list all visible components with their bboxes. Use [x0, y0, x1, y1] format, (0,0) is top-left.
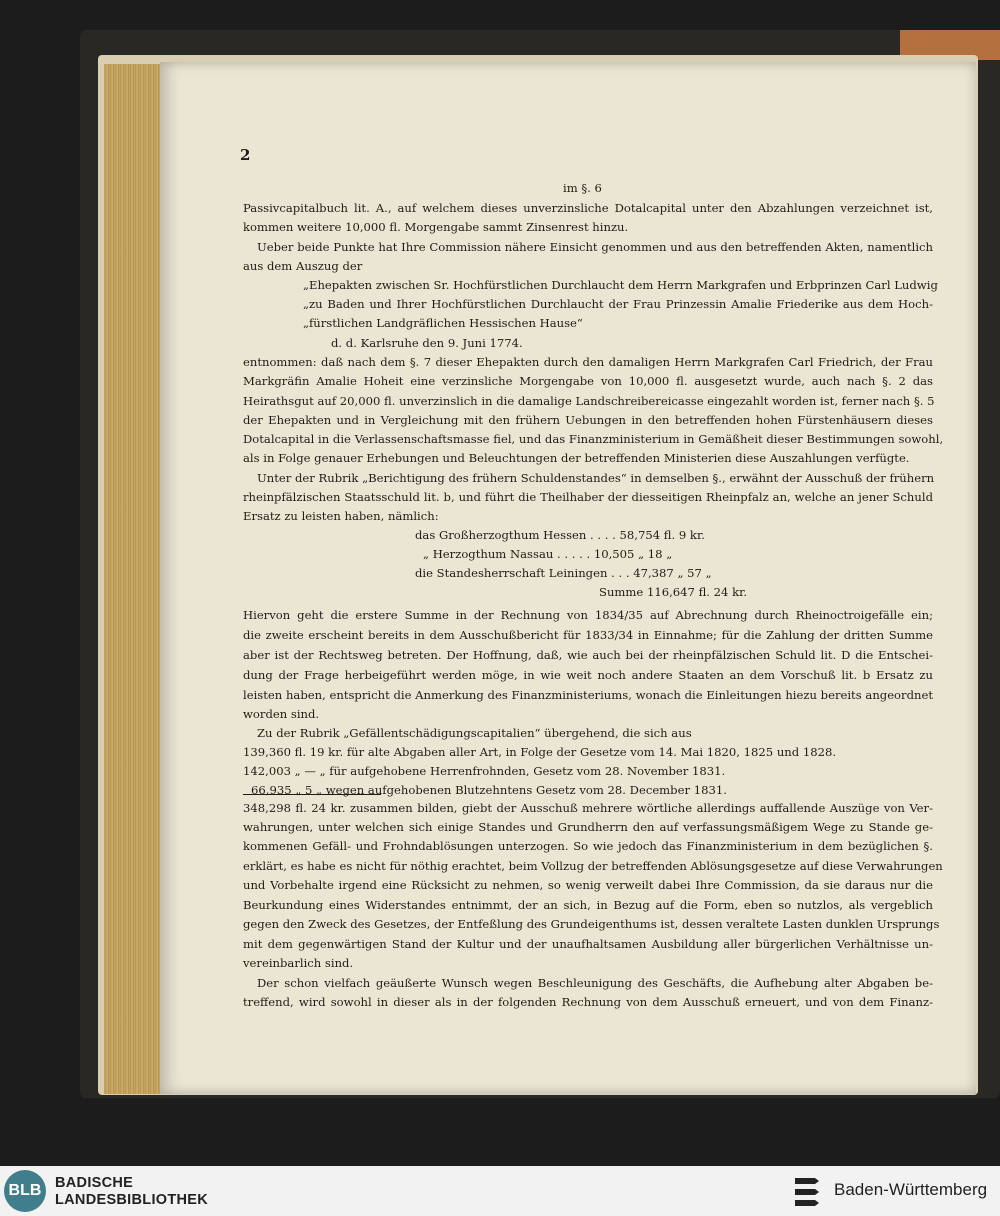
table-row: das Großherzogthum Hessen . . . . 58,754 fl. 9 kr. — [415, 528, 705, 542]
text-line: Heirathsgut auf 20,000 fl. unverzinslich in die damalige Landschreibereicasse eingezahlt worden ist, ferner nach §. 5 — [243, 394, 935, 408]
text-line: die zweite erscheint bereits in dem Ausschußbericht für 1833/34 in Einnahme; für die Zahlung der dritten Summe — [243, 628, 933, 642]
page-number: 2 — [240, 146, 251, 164]
text-line: vereinbarlich sind. — [243, 956, 354, 970]
text-line: d. d. Karlsruhe den 9. Juni 1774. — [331, 336, 523, 350]
text-line: und Vorbehalte irgend eine Rücksicht zu nehmen, so wenig verweilt dabei Ihre Commission, da sie daraus nur die — [243, 878, 933, 892]
text-line: gegen den Zweck des Gesetzes, der Entfeßlung des Grundeigenthums ist, dessen veraltete Lasten dunklen Ursprungs — [243, 917, 940, 931]
viewer-footer — [0, 1166, 1000, 1216]
baden-wuerttemberg-lions-icon — [792, 1173, 824, 1209]
text-line: Beurkundung eines Widerstandes entnimmt, der an sich, in Bezug auf die Form, eben so nutzlos, als vergeblich — [243, 898, 933, 912]
text-line: worden sind. — [243, 707, 320, 721]
state-name[interactable]: Baden-Württemberg — [834, 1180, 988, 1199]
text-line: Passivcapitalbuch lit. A., auf welchem dieses unverzinsliche Dotalcapital unter den Abzahlungen verzeichnet ist, — [243, 201, 933, 215]
text-line: „zu Baden und Ihrer Hochfürstlichen Durchlaucht der Frau Prinzessin Amalie Friederike aus dem Hoch- — [303, 297, 933, 311]
table-sum: Summe 116,647 fl. 24 kr. — [599, 585, 748, 599]
text-line: im §. 6 — [563, 181, 602, 195]
text-line: „fürstlichen Landgräflichen Hessischen Hause“ — [303, 316, 583, 330]
text-line: als in Folge genauer Erhebungen und Beleuchtungen der betreffenden Ministerien diese Auszahlungen verfügte. — [243, 451, 910, 465]
text-line: leisten haben, entspricht die Anmerkung des Finanzministeriums, wonach die Einleitungen hiezu bereits angeordnet — [243, 688, 933, 702]
text-line: kommenen Gefäll- und Frohndablösungen unterzogen. So wie jedoch das Finanzministerium in dem bezüglichen §. — [243, 839, 933, 853]
text-line: wahrungen, unter welchen sich einige Standes und Grundherrn den auf verfassungsmäßigem Wege zu Stande ge- — [243, 820, 933, 834]
text-line: 139,360 fl. 19 kr. für alte Abgaben aller Art, in Folge der Gesetze vom 14. Mai 1820, 1825 und 1828. — [243, 745, 837, 759]
text-line: treffend, wird sowohl in dieser als in der folgenden Rechnung von dem Ausschuß erneuert, und von dem Finanz- — [243, 995, 933, 1009]
text-line: „Ehepakten zwischen Sr. Hochfürstlichen Durchlaucht dem Herrn Markgrafen und Erbprinzen Carl Ludwig — [303, 278, 938, 292]
blb-logo[interactable]: BLB — [4, 1170, 46, 1212]
text-line: rheinpfälzischen Staatsschuld lit. b, und führt die Theilhaber der diesseitigen Rheinpfalz an, welche an jener Schuld — [243, 490, 933, 504]
table-row: die Standesherrschaft Leiningen . . . 47,387 „ 57 „ — [415, 566, 712, 580]
text-line: Ersatz zu leisten haben, nämlich: — [243, 509, 439, 523]
text-line: aber ist der Rechtsweg betreten. Der Hoffnung, daß, wie auch bei der rheinpfälzischen Schuld lit. D die Entschei- — [243, 648, 933, 662]
text-line: aus dem Auszug der — [243, 259, 363, 273]
text-line: erklärt, es habe es nicht für nöthig erachtet, beim Vollzug der betreffenden Ablösungsgesetze auf diese Verwahrungen — [243, 859, 943, 873]
text-line: Hiervon geht die erstere Summe in der Rechnung von 1834/35 auf Abrechnung durch Rheinoctroigefälle ein; — [243, 608, 933, 622]
text-line: 66,935 „ 5 „ wegen aufgehobenen Blutzehntens Gesetz vom 28. December 1831. — [251, 783, 727, 797]
text-line: Zu der Rubrik „Gefällentschädigungscapitalien“ übergehend, die sich aus — [257, 726, 692, 740]
sum-rule — [243, 794, 381, 795]
table-row: „ Herzogthum Nassau . . . . . 10,505 „ 18 „ — [423, 547, 673, 561]
text-line: Der schon vielfach geäußerte Wunsch wegen Beschleunigung des Geschäfts, die Aufhebung alter Abgaben be- — [257, 976, 933, 990]
text-line: Unter der Rubrik „Berichtigung des frühern Schuldenstandes“ in demselben §., erwähnt der Ausschuß der frühern — [257, 471, 935, 485]
text-line: dung der Frage herbeigeführt werden möge, in wie weit noch andere Staaten an dem Vorschuß lit. b Ersatz zu — [243, 668, 933, 682]
library-name — [55, 1175, 208, 1209]
text-line: der Ehepakten und in Vergleichung mit den frühern Uebungen in den betreffenden hohen Fürstenhäusern dieses — [243, 413, 933, 427]
text-line: mit dem gegenwärtigen Stand der Kultur und der unaufhaltsamen Ausbildung aller bürgerlichen Verhältnisse un- — [243, 937, 933, 951]
text-line: Ueber beide Punkte hat Ihre Commission nähere Einsicht genommen und aus den betreffenden Akten, namentlich — [257, 240, 933, 254]
text-line: Markgräfin Amalie Hoheit eine verzinsliche Morgengabe von 10,000 fl. ausgesetzt wurde, auch nach §. 2 das — [243, 374, 933, 388]
text-line: 142,003 „ — „ für aufgehobene Herrenfrohnden, Gesetz vom 28. November 1831. — [243, 764, 726, 778]
text-line: kommen weitere 10,000 fl. Morgengabe sammt Zinsenrest hinzu. — [243, 220, 629, 234]
library-name-line2: LANDESBIBLIOTHEK — [55, 1192, 209, 1208]
library-name-line1: BADISCHE — [55, 1175, 134, 1191]
text-line: entnommen: daß nach dem §. 7 dieser Ehepakten durch den damaligen Herrn Markgrafen Carl Friedrich, der Frau — [243, 355, 933, 369]
text-line: 348,298 fl. 24 kr. zusammen bilden, giebt der Ausschuß mehrere wörtliche allerdings auffallende Auszüge von Ver- — [243, 801, 933, 815]
text-line: Dotalcapital in die Verlassenschaftsmasse fiel, und das Finanzministerium in Gemäßheit dieser Bestimmungen sowohl, — [243, 432, 944, 446]
